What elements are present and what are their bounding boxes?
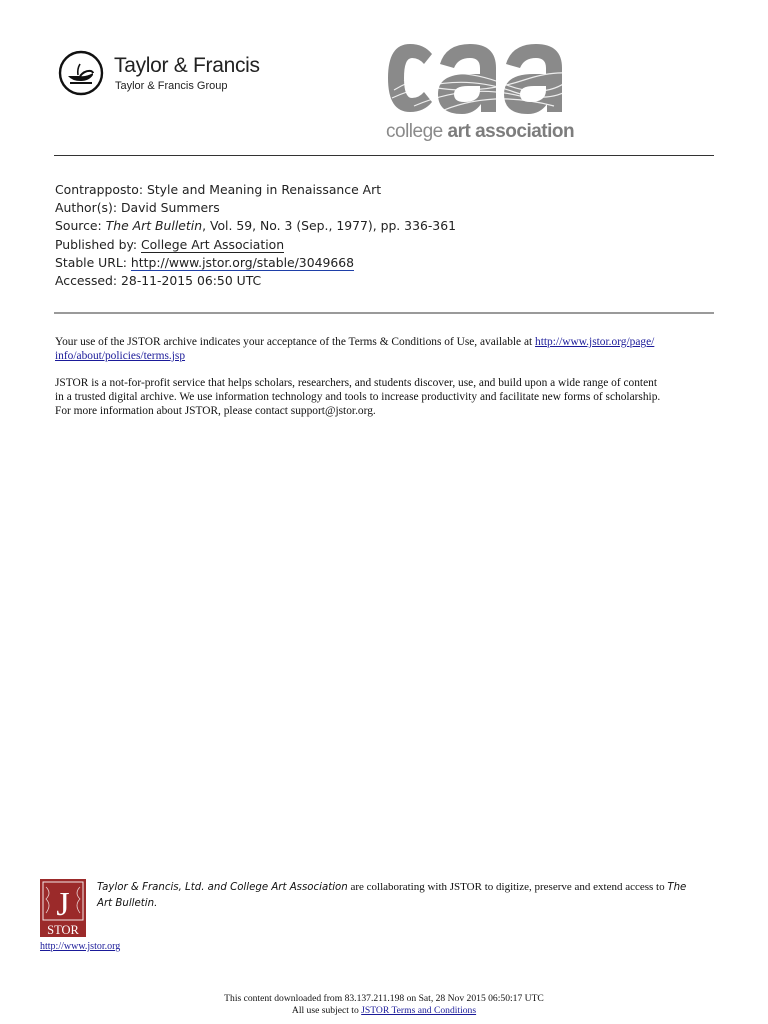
jstor-info-paragraph: JSTOR is a not-for-profit service that helps scholars, researchers, and students discover, use, and build upon a wide range of content in a trusted digital archive. We use information technology and tools to increase productivity and facilitate new forms of scholarship. For more information about JSTOR, please contact support@jstor.org. — [55, 377, 661, 417]
header-divider — [54, 155, 714, 156]
terms-notice — [55, 335, 717, 431]
accessed-line: Accessed: 28-11-2015 06:50 UTC — [55, 273, 262, 289]
svg-text:J: J — [56, 886, 70, 923]
citation-block — [55, 181, 715, 290]
source-line: Source: The Art Bulletin, Vol. 59, No. 3 (Sep., 1977), pp. 336-361 — [55, 218, 456, 234]
article-title: Contrapposto: Style and Meaning in Renaissance Art — [55, 182, 382, 197]
collaboration-notice: Taylor & Francis, Ltd. and College Art Association are collaborating with JSTOR to digitize, preserve and extend access to The Art Bulletin. — [97, 881, 687, 909]
terms-link[interactable]: http://www.jstor.org/page/ — [535, 336, 655, 348]
stable-url-link[interactable]: http://www.jstor.org/stable/3049668 — [130, 254, 354, 270]
publisher-link[interactable]: College Art Association — [141, 236, 285, 252]
subject-line: All use subject to JSTOR Terms and Conditions — [291, 1004, 477, 1016]
terms-paragraph: Your use of the JSTOR archive indicates your acceptance of the Terms & Conditions of Use, available at http://www.jstor.org/page/ info/about/policies/terms.jsp — [55, 336, 655, 362]
svg-text:STOR: STOR — [47, 923, 79, 937]
caa-logo — [384, 40, 584, 150]
download-line: This content downloaded from 83.137.211.198 on Sat, 28 Nov 2015 06:50:17 UTC — [224, 993, 544, 1004]
jstor-logo-icon — [40, 879, 86, 937]
taylor-francis-logo — [58, 50, 278, 100]
jstor-logo[interactable] — [40, 879, 86, 937]
download-notice — [0, 993, 768, 1016]
stable-url-line: Stable URL: http://www.jstor.org/stable/3049668 — [55, 254, 354, 270]
jstor-url-link[interactable]: http://www.jstor.org — [40, 941, 121, 952]
published-line: Published by: College Art Association — [55, 236, 285, 252]
publisher-name: Taylor & Francis — [114, 54, 260, 77]
jstor-terms-link[interactable]: JSTOR Terms and Conditions — [361, 1004, 477, 1016]
caa-mark-icon — [384, 40, 584, 120]
terms-link-cont[interactable]: info/about/policies/terms.jsp — [55, 350, 186, 362]
publisher-group: Taylor & Francis Group — [115, 80, 228, 92]
citation-divider — [54, 312, 714, 314]
lamp-icon — [58, 50, 104, 96]
caa-subtitle: college art association — [386, 121, 575, 142]
authors-line: Author(s): David Summers — [55, 200, 220, 216]
